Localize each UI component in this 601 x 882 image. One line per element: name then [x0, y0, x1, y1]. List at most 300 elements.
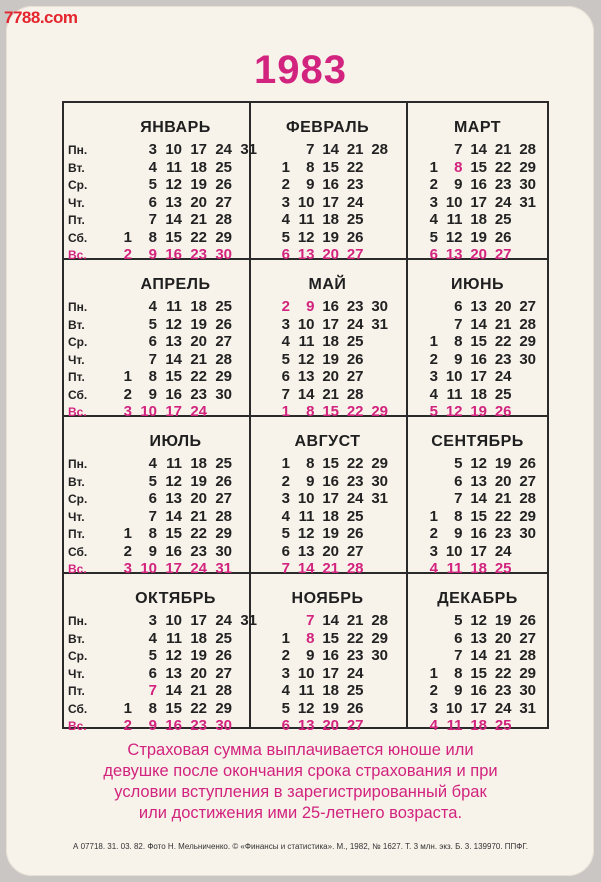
day-number: 5 [148, 647, 157, 664]
day-number: 24 [494, 193, 512, 211]
day-number: 23 [190, 542, 207, 560]
day-number: 4 [429, 560, 438, 577]
day-number: 3 [429, 542, 438, 560]
month-name: ЯНВАРЬ [140, 119, 211, 136]
day-number: 7 [306, 141, 315, 158]
day-number: 7 [281, 560, 290, 577]
day-number: 20 [190, 193, 207, 211]
day-number: 6 [281, 542, 290, 560]
day-number: 27 [346, 717, 364, 734]
day-number: 16 [322, 176, 339, 193]
day-number: 27 [215, 193, 232, 211]
day-number: 3 [281, 490, 290, 507]
day-number: 25 [215, 158, 232, 176]
day-number: 27 [519, 472, 536, 490]
day-number: 22 [190, 228, 207, 246]
day-number: 10 [297, 490, 315, 507]
day-number: 1 [429, 333, 438, 350]
day-number: 28 [215, 682, 232, 699]
day-number: 11 [166, 629, 182, 647]
day-number: 29 [215, 228, 232, 246]
day-number: 16 [165, 542, 182, 560]
day-number: 26 [346, 525, 364, 542]
day-number: 8 [454, 333, 463, 350]
day-number: 27 [346, 246, 364, 263]
day-number: 12 [470, 612, 487, 629]
day-number: 15 [165, 699, 182, 717]
day-number: 4 [148, 629, 157, 647]
day-number: 7 [148, 682, 157, 699]
day-number: 2 [281, 176, 290, 193]
day-number: 25 [346, 507, 364, 525]
day-number: 11 [298, 211, 315, 228]
weekday-label: Пн. [68, 614, 88, 628]
day-number: 15 [470, 507, 487, 525]
day-number: 29 [215, 368, 232, 385]
day-number: 10 [297, 664, 315, 682]
day-number: 24 [215, 612, 232, 629]
day-number: 6 [148, 490, 157, 507]
day-number: 15 [322, 455, 339, 472]
day-number: 22 [494, 664, 512, 682]
weekday-label: Сб. [68, 230, 88, 245]
day-number: 20 [470, 246, 487, 263]
day-number: 3 [123, 403, 132, 420]
day-number: 2 [281, 647, 290, 664]
day-number: 29 [519, 333, 536, 350]
day-number: 12 [297, 525, 315, 542]
day-number: 6 [429, 246, 438, 263]
day-number: 18 [322, 682, 339, 699]
day-number: 21 [190, 350, 207, 368]
day-number: 1 [281, 403, 290, 420]
day-number: 17 [470, 699, 487, 717]
day-number: 6 [281, 717, 290, 734]
day-number: 15 [322, 403, 339, 420]
weekday-label: Чт. [68, 352, 85, 367]
day-number: 16 [322, 647, 339, 664]
day-number: 21 [190, 211, 207, 228]
day-number: 27 [519, 629, 536, 647]
day-number: 26 [519, 455, 536, 472]
day-number: 29 [519, 664, 536, 682]
day-number: 5 [429, 403, 438, 420]
day-number: 14 [297, 560, 315, 577]
day-number: 18 [322, 507, 339, 525]
day-number: 8 [148, 368, 157, 385]
day-number: 14 [470, 141, 487, 158]
day-number: 15 [470, 333, 487, 350]
day-number: 31 [371, 315, 388, 333]
day-number: 25 [494, 717, 512, 734]
day-number: 15 [165, 525, 182, 542]
day-number: 19 [190, 472, 207, 490]
day-number: 2 [123, 717, 132, 734]
day-number: 31 [240, 612, 257, 629]
day-number: 21 [190, 682, 207, 699]
day-number: 2 [429, 682, 438, 699]
month-name: НОЯБРЬ [291, 590, 364, 607]
day-number: 19 [190, 647, 207, 664]
day-number: 10 [445, 542, 463, 560]
weekday-label: Ср. [68, 178, 88, 192]
day-number: 2 [123, 385, 132, 403]
day-number: 23 [190, 385, 207, 403]
weekday-label: Вс. [68, 405, 87, 419]
day-number: 12 [297, 699, 315, 717]
day-number: 15 [165, 368, 182, 385]
day-number: 20 [494, 472, 512, 490]
day-number: 8 [306, 629, 315, 647]
day-number: 29 [215, 699, 232, 717]
day-number: 2 [429, 350, 438, 368]
day-number: 18 [470, 211, 487, 228]
day-number: 13 [297, 246, 315, 263]
day-number: 20 [494, 629, 512, 647]
day-number: 2 [429, 525, 438, 542]
month-name: ДЕКАБРЬ [437, 590, 518, 607]
day-number: 27 [215, 490, 232, 507]
day-number: 7 [454, 490, 463, 507]
day-number: 23 [346, 472, 364, 490]
day-number: 5 [281, 525, 290, 542]
day-number: 22 [494, 333, 512, 350]
day-number: 24 [494, 699, 512, 717]
weekday-label: Сб. [68, 701, 88, 716]
day-number: 19 [494, 455, 512, 472]
day-number: 16 [470, 682, 487, 699]
day-number: 21 [322, 385, 339, 403]
day-number: 13 [445, 246, 463, 263]
day-number: 15 [470, 664, 487, 682]
day-number: 9 [454, 350, 463, 368]
day-number: 17 [322, 193, 339, 211]
day-number: 11 [446, 717, 463, 734]
day-number: 17 [470, 193, 487, 211]
day-number: 9 [306, 647, 315, 664]
day-number: 23 [190, 717, 207, 734]
day-number: 21 [322, 560, 339, 577]
day-number: 9 [454, 682, 463, 699]
day-number: 28 [519, 647, 536, 664]
day-number: 25 [346, 682, 364, 699]
day-number: 15 [322, 629, 339, 647]
day-number: 1 [281, 629, 290, 647]
day-number: 22 [190, 699, 207, 717]
day-number: 8 [454, 507, 463, 525]
day-number: 25 [346, 333, 364, 350]
weekday-label: Пт. [68, 370, 85, 384]
day-number: 23 [494, 682, 512, 699]
day-number: 22 [346, 455, 364, 472]
month-name: ФЕВРАЛЬ [285, 119, 370, 136]
day-number: 8 [148, 228, 157, 246]
day-number: 27 [519, 298, 536, 315]
day-number: 25 [215, 455, 232, 472]
day-number: 28 [215, 211, 232, 228]
day-number: 30 [519, 682, 536, 699]
weekday-label: Пт. [68, 527, 85, 541]
day-number: 25 [215, 298, 232, 315]
day-number: 13 [470, 298, 487, 315]
day-number: 7 [306, 612, 315, 629]
day-number: 30 [371, 472, 388, 490]
day-number: 17 [322, 490, 339, 507]
day-number: 16 [165, 246, 182, 263]
day-number: 10 [140, 403, 157, 420]
day-number: 10 [445, 193, 463, 211]
day-number: 24 [494, 368, 512, 385]
day-number: 14 [322, 612, 339, 629]
day-number: 24 [190, 403, 207, 420]
day-number: 15 [165, 228, 182, 246]
weekday-label: Чт. [68, 509, 85, 524]
day-number: 4 [148, 158, 157, 176]
month-name: ИЮЛЬ [149, 433, 202, 450]
day-number: 21 [494, 490, 512, 507]
day-number: 9 [306, 176, 315, 193]
day-number: 26 [346, 699, 364, 717]
day-number: 17 [322, 315, 339, 333]
day-number: 23 [494, 350, 512, 368]
day-number: 13 [165, 664, 182, 682]
day-number: 4 [429, 211, 438, 228]
day-number: 30 [519, 525, 536, 542]
day-number: 2 [123, 542, 132, 560]
day-number: 28 [215, 507, 232, 525]
day-number: 23 [494, 525, 512, 542]
day-number: 13 [165, 333, 182, 350]
day-number: 3 [281, 664, 290, 682]
weekday-label: Вс. [68, 719, 87, 733]
day-number: 3 [429, 193, 438, 211]
day-number: 24 [190, 560, 207, 577]
day-number: 1 [429, 507, 438, 525]
day-number: 18 [190, 455, 207, 472]
day-number: 6 [281, 246, 290, 263]
note-line: девушке после окончания срока страхования и при [103, 762, 498, 780]
day-number: 3 [429, 368, 438, 385]
insurance-note [0, 740, 601, 824]
day-number: 30 [371, 647, 388, 664]
day-number: 20 [322, 246, 339, 263]
weekday-label: Пн. [68, 457, 88, 471]
day-number: 28 [371, 612, 388, 629]
day-number: 1 [429, 158, 438, 176]
day-number: 13 [297, 368, 315, 385]
day-number: 14 [470, 647, 487, 664]
day-number: 5 [281, 228, 290, 246]
month-name: МАРТ [453, 119, 502, 136]
day-number: 13 [470, 472, 487, 490]
day-number: 5 [148, 472, 157, 490]
day-number: 30 [519, 350, 536, 368]
day-number: 13 [470, 629, 487, 647]
day-number: 2 [429, 176, 438, 193]
day-number: 3 [123, 560, 132, 577]
day-number: 18 [190, 298, 207, 315]
day-number: 13 [297, 542, 315, 560]
day-number: 3 [281, 315, 290, 333]
day-number: 9 [148, 542, 157, 560]
day-number: 8 [306, 158, 315, 176]
day-number: 30 [519, 176, 536, 193]
day-number: 24 [346, 193, 364, 211]
day-number: 27 [215, 333, 232, 350]
day-number: 25 [494, 560, 512, 577]
day-number: 7 [148, 350, 157, 368]
day-number: 31 [371, 490, 388, 507]
day-number: 11 [446, 560, 463, 577]
day-number: 11 [298, 507, 315, 525]
day-number: 9 [454, 176, 463, 193]
grid-divider [406, 101, 408, 729]
day-number: 6 [454, 629, 463, 647]
day-number: 8 [306, 455, 315, 472]
day-number: 23 [494, 176, 512, 193]
day-number: 1 [123, 525, 132, 542]
day-number: 24 [494, 542, 512, 560]
note-line: или достижения ими 25-летнего возраста. [138, 804, 463, 822]
day-number: 14 [165, 507, 182, 525]
day-number: 14 [470, 315, 487, 333]
day-number: 28 [519, 141, 536, 158]
day-number: 27 [346, 368, 364, 385]
day-number: 4 [281, 333, 290, 350]
day-number: 14 [470, 490, 487, 507]
day-number: 27 [494, 246, 512, 263]
day-number: 7 [148, 211, 157, 228]
day-number: 15 [470, 158, 487, 176]
day-number: 21 [494, 315, 512, 333]
day-number: 16 [322, 298, 339, 315]
day-number: 10 [165, 141, 182, 158]
day-number: 6 [454, 472, 463, 490]
day-number: 19 [494, 612, 512, 629]
day-number: 6 [281, 368, 290, 385]
weekday-label: Вс. [68, 248, 87, 262]
day-number: 4 [148, 298, 157, 315]
day-number: 1 [281, 455, 290, 472]
grid-divider [249, 101, 251, 729]
day-number: 9 [306, 298, 315, 315]
day-number: 23 [190, 246, 207, 263]
day-number: 25 [494, 211, 512, 228]
day-number: 19 [322, 699, 339, 717]
day-number: 10 [297, 193, 315, 211]
day-number: 31 [215, 560, 232, 577]
day-number: 2 [123, 246, 132, 263]
day-number: 11 [166, 455, 182, 472]
day-number: 18 [190, 629, 207, 647]
day-number: 20 [494, 298, 512, 315]
day-number: 31 [519, 193, 536, 211]
day-number: 22 [190, 525, 207, 542]
day-number: 25 [494, 385, 512, 403]
day-number: 8 [306, 403, 315, 420]
day-number: 22 [190, 368, 207, 385]
day-number: 26 [519, 612, 536, 629]
day-number: 2 [281, 298, 290, 315]
day-number: 12 [297, 350, 315, 368]
day-number: 24 [215, 141, 232, 158]
day-number: 22 [346, 158, 364, 176]
day-number: 27 [215, 664, 232, 682]
day-number: 16 [470, 525, 487, 542]
weekday-label: Вт. [68, 317, 85, 332]
weekday-label: Ср. [68, 492, 88, 506]
day-number: 24 [346, 490, 364, 507]
day-number: 26 [494, 228, 512, 246]
day-number: 28 [346, 385, 364, 403]
day-number: 18 [322, 333, 339, 350]
day-number: 7 [281, 385, 290, 403]
day-number: 5 [454, 612, 463, 629]
note-line: Страховая сумма выплачивается юноше или [127, 741, 474, 759]
day-number: 21 [346, 612, 364, 629]
day-number: 7 [454, 315, 463, 333]
day-number: 7 [148, 507, 157, 525]
day-number: 12 [445, 403, 463, 420]
day-number: 1 [123, 228, 132, 246]
imprint-line: А 07718. 31. 03. 82. Фото Н. Мельниченко. © «Финансы и статистика». М., 1982, № 1627. Т. 3 млн. экз. Б. 3. 139970. ППФГ. [73, 842, 528, 851]
weekday-label: Пн. [68, 143, 88, 157]
day-number: 26 [346, 228, 364, 246]
day-number: 9 [148, 246, 157, 263]
year-title: 1983 [254, 48, 347, 92]
day-number: 9 [454, 525, 463, 542]
day-number: 3 [281, 193, 290, 211]
day-number: 4 [429, 717, 438, 734]
day-number: 30 [215, 717, 232, 734]
day-number: 19 [322, 350, 339, 368]
day-number: 16 [322, 472, 339, 490]
day-number: 14 [165, 682, 182, 699]
day-number: 18 [470, 385, 487, 403]
day-number: 1 [123, 699, 132, 717]
day-number: 10 [445, 699, 463, 717]
day-number: 11 [446, 211, 463, 228]
day-number: 23 [346, 298, 364, 315]
day-number: 4 [281, 507, 290, 525]
day-number: 10 [140, 560, 157, 577]
day-number: 17 [190, 612, 207, 629]
weekday-label: Вт. [68, 160, 85, 175]
day-number: 19 [470, 228, 487, 246]
day-number: 15 [322, 158, 339, 176]
month-name: ИЮНЬ [450, 276, 505, 293]
day-number: 27 [346, 542, 364, 560]
day-number: 5 [281, 350, 290, 368]
day-number: 1 [281, 158, 290, 176]
day-number: 19 [190, 315, 207, 333]
day-number: 5 [148, 176, 157, 193]
day-number: 9 [148, 385, 157, 403]
day-number: 18 [470, 717, 487, 734]
day-number: 19 [322, 525, 339, 542]
day-number: 29 [371, 455, 388, 472]
day-number: 21 [346, 141, 364, 158]
day-number: 26 [215, 176, 232, 193]
weekday-label: Пн. [68, 300, 88, 314]
day-number: 28 [346, 560, 364, 577]
day-number: 18 [190, 158, 207, 176]
day-number: 29 [215, 525, 232, 542]
day-number: 21 [494, 647, 512, 664]
day-number: 12 [165, 472, 182, 490]
day-number: 22 [346, 403, 364, 420]
day-number: 28 [371, 141, 388, 158]
